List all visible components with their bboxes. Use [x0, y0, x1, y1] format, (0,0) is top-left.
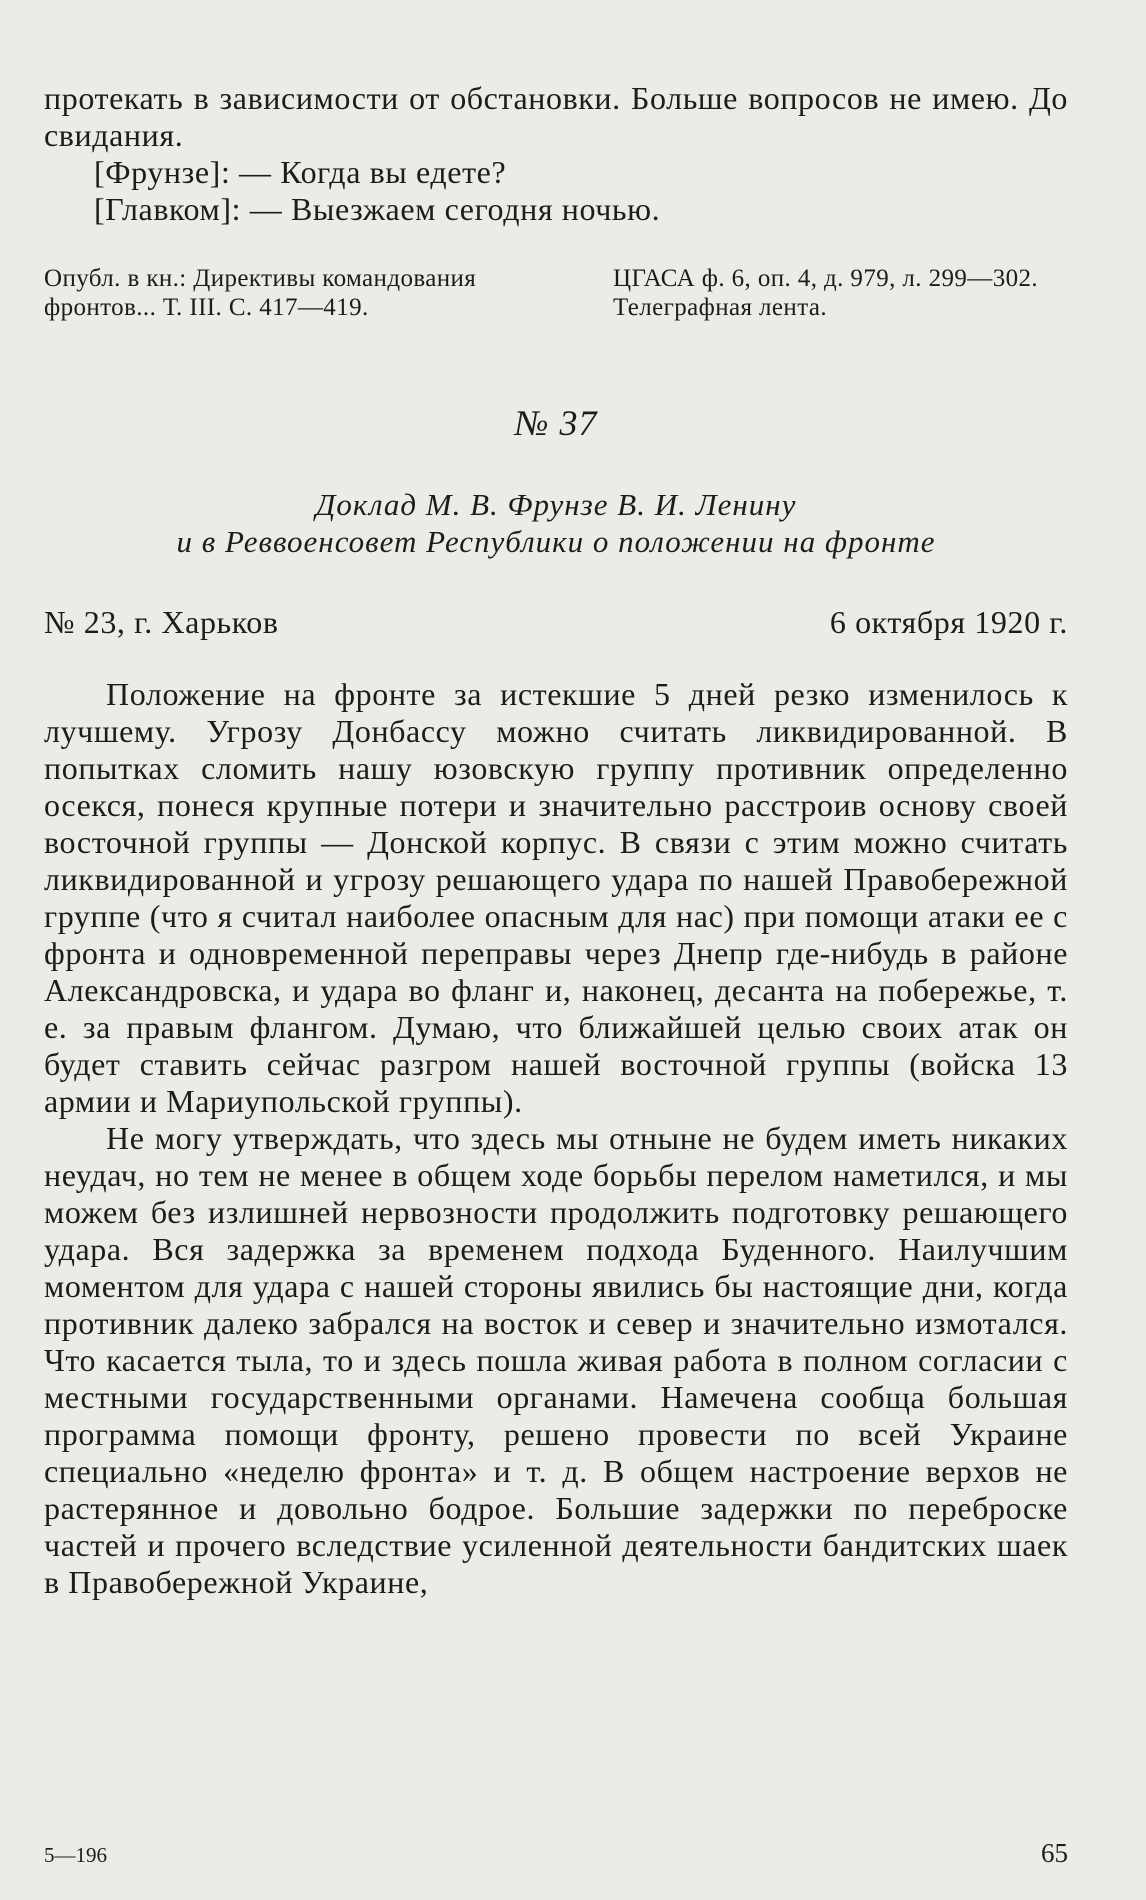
page-number: 65 [1041, 1838, 1068, 1868]
document-title-line-1: Доклад М. В. Фрунзе В. И. Ленину [315, 487, 797, 522]
document-title [44, 486, 1068, 560]
document-number: № 37 [514, 403, 598, 443]
printer-signature: 5—196 [44, 1843, 107, 1867]
page-footer [44, 1838, 1068, 1869]
document-title-line-2: и в Реввоенсовет Республики о положении на фронте [176, 524, 936, 559]
body-paragraph-1: Положение на фронте за истекшие 5 дней резко изменилось к лучшему. Угрозу Донбассу можно считать ликвидированной. В попытках сломить нашу юзовскую группу противник определенно осекся, понеся крупные потери и значительно расстроив основу своей восточной группы — Донской корпус. В связи с этим можно считать ликвидированной и угрозу решающего удара по нашей Правобережной группе (что я считал наиболее опасным для нас) при помощи атаки ее с фронта и одновременной переправы через Днепр где-нибудь в районе Александровска, и удара во фланг и, наконец, десанта на побережье, т. е. за правым флангом. Думаю, что ближайшей целью своих атак он будет ставить сейчас разгром нашей восточной группы (войска 13 армии и Мариупольской группы). [44, 676, 1068, 1119]
page-content [44, 80, 1068, 1601]
dialog-line-frunze: [Фрунзе]: — Когда вы едете? [94, 154, 507, 190]
document-date: 6 октября 1920 г. [829, 604, 1068, 640]
archive-reference: ЦГАСА ф. 6, оп. 4, д. 979, л. 299—302. Телеграфная лента. [613, 265, 1039, 321]
document-body [44, 676, 1068, 1601]
document-meta [44, 604, 1068, 641]
source-references [44, 264, 1068, 322]
body-paragraph-2: Не могу утверждать, что здесь мы отныне не будем иметь никаких неудач, но тем не менее в общем ходе борьбы перелом наметился, и мы можем без излишней нервозности продолжить подготовку решающего удара. Вся задержка за временем подхода Буденного. Наилучшим моментом для удара с нашей стороны явились бы настоящие дни, когда противник далеко забрался на восток и север и значительно измотался. Что касается тыла, то и здесь пошла живая работа в полном согласии с местными государственными органами. Намечена сообща большая программа помощи фронту, решено провести по всей Украине специально «неделю фронта» и т. д. В общем настроение верхов не растерянное и довольно бодрое. Большие задержки по переброске частей и прочего вследствие усиленной деятельности бандитских шаек в Правобережной Украине, [44, 1120, 1068, 1600]
document-ref: № 23, г. Харьков [44, 604, 279, 640]
publication-reference: Опубл. в кн.: Директивы командования фронтов... Т. III. С. 417—419. [44, 265, 477, 321]
dialog-line-glavkom: [Главком]: — Выезжаем сегодня ночью. [94, 191, 661, 227]
intro-paragraph: протекать в зависимости от обстановки. Больше вопросов не имею. До свидания. [44, 80, 1068, 153]
